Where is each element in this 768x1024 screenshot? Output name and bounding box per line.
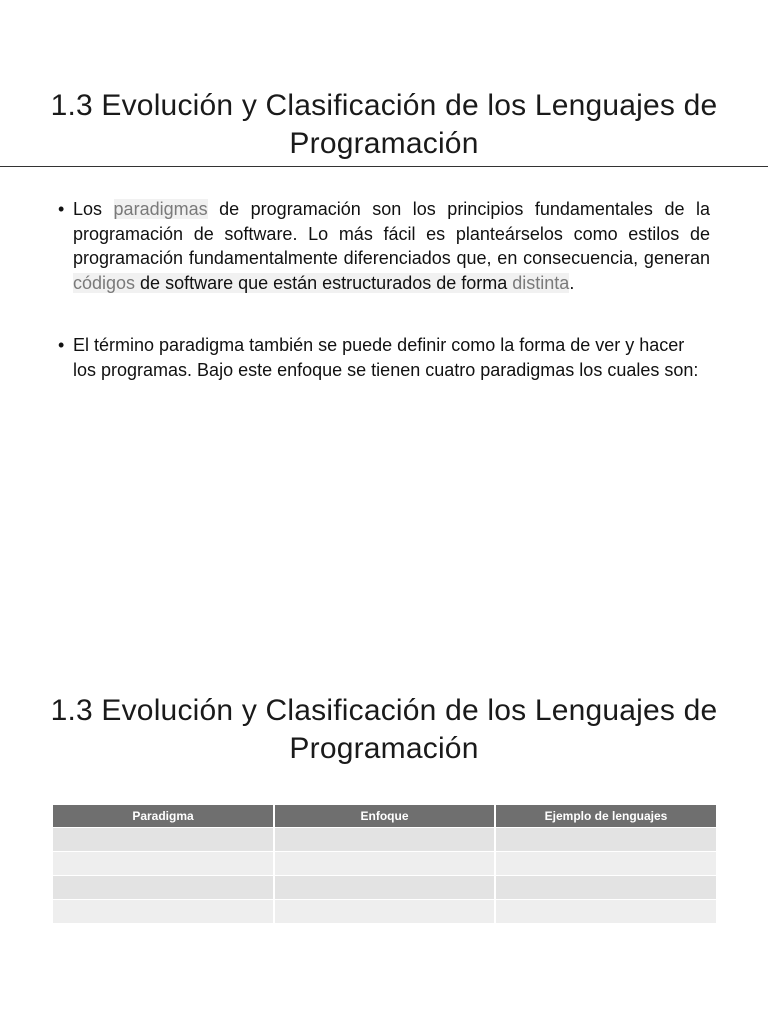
table-cell [274, 852, 495, 876]
table-cell [53, 852, 274, 876]
bullet-text-part: de software que están estructurados de forma [135, 272, 513, 293]
bullet-text: El término paradigma también se puede definir como la forma de ver y hacer los programas. Bajo este enfoque se tienen cuatro paradigmas los cuales son: [73, 335, 699, 380]
title-divider [0, 166, 768, 167]
bullet-list [58, 197, 710, 382]
bullet-item-paradigms [58, 197, 710, 295]
table-row [53, 852, 716, 876]
table-cell [274, 876, 495, 900]
table-cell [53, 876, 274, 900]
bullet-dot-icon: • [58, 335, 65, 355]
table-row [53, 828, 716, 852]
table-cell [274, 900, 495, 924]
slide-1 [0, 0, 768, 500]
term-paradigmas: paradigmas [113, 199, 208, 219]
table-cell [495, 900, 716, 924]
paradigms-table [53, 805, 716, 923]
header-enfoque: Enfoque [274, 805, 495, 828]
bullet-item-definition [58, 333, 710, 382]
slide-1-title-line-1: 1.3 Evolución y Clasificación de los Lenguajes de [50, 89, 718, 122]
header-paradigma: Paradigma [53, 805, 274, 828]
table-cell [53, 900, 274, 924]
table-header-row [53, 805, 716, 828]
slide-2-title [0, 692, 768, 768]
table-row [53, 876, 716, 900]
table-cell [53, 828, 274, 852]
table-cell [274, 828, 495, 852]
slide-2-title-line-1: 1.3 Evolución y Clasificación de los Lenguajes de [50, 694, 718, 727]
table-cell [495, 828, 716, 852]
slide-2-title-line-2: Programación [289, 732, 479, 765]
table-cell [495, 852, 716, 876]
term-codigos: códigos [73, 272, 136, 293]
header-ejemplo-de-lenguajes: Ejemplo de lenguajes [495, 805, 716, 828]
term-distinta: distinta [512, 272, 570, 293]
slide-1-title-line-2: Programación [289, 127, 479, 160]
bullet-text-part: de programación son los principios fundamentales de la programación de software. Lo más fácil es planteárselos como estilos de programación fundamentalmente diferenciados que, en consecuencia, generan [73, 199, 710, 268]
slide-1-title [0, 87, 768, 163]
bullet-dot-icon: • [58, 199, 65, 219]
bullet-text-part: . [569, 272, 575, 293]
table-cell [495, 876, 716, 900]
slide-2 [0, 620, 768, 950]
bullet-text-part: Los [73, 199, 114, 219]
table-row [53, 900, 716, 924]
